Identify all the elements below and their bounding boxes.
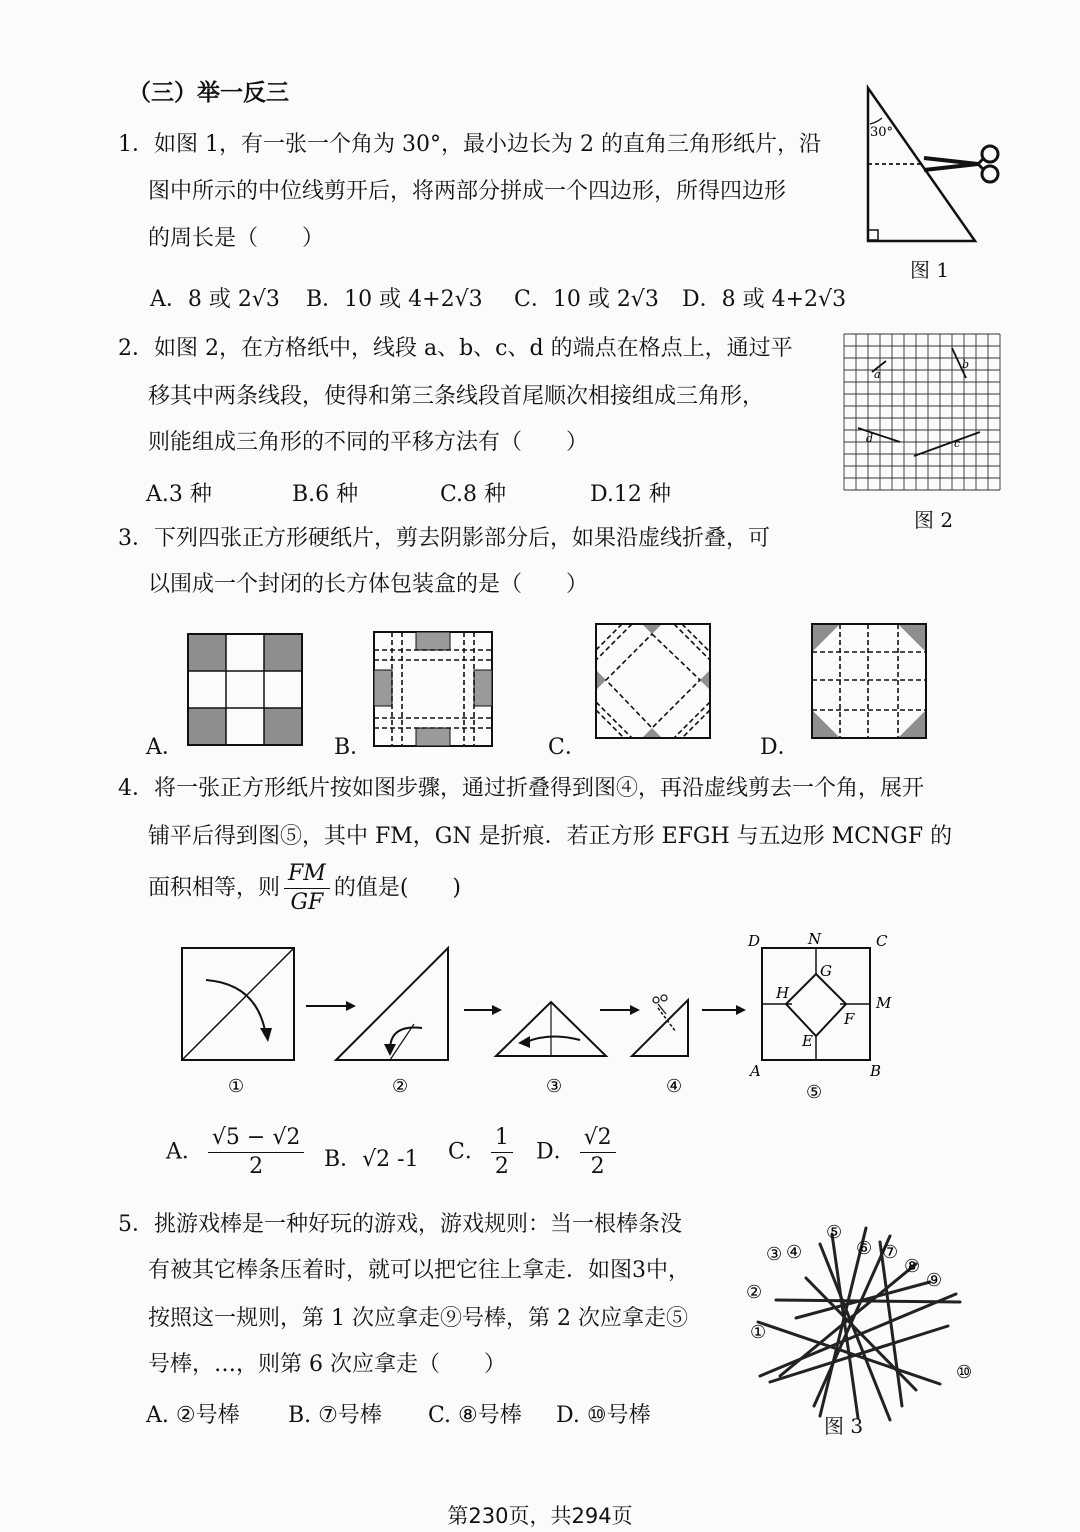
q4-line-3-post: 的值是( ) [333,875,461,901]
q4-option-a [166,1124,308,1181]
q4-option-d-label: D． [536,1139,576,1165]
figure-2-label: 图 2 [914,508,954,532]
q3-option-b: B． [334,735,373,760]
q3-figure-b [372,630,494,750]
q4-option-d-numerator: √2 [580,1124,616,1153]
q3-line-1: 3．下列四张正方形硬纸片，剪去阴影部分后，如果沿虚线折叠，可 [118,526,770,551]
q4-option-c-label: C． [448,1139,487,1165]
fold-step-4 [632,995,688,1056]
q1-line-1: 1．如图 1，有一张一个角为 30°，最小边长为 2 的直角三角形纸片，沿 [118,132,821,157]
q1-option-a: A．8 或 2√3 [150,287,280,312]
q4-option-a-fraction [208,1124,304,1181]
q3-option-c: C． [548,735,587,760]
q2-option-d: D.12 种 [590,482,671,507]
q2-option-c: C.8 种 [440,482,507,507]
arrow-right-icon [464,1005,502,1015]
arrow-right-icon [702,1005,746,1015]
q5-line-1: 5．挑游戏棒是一种好玩的游戏，游戏规则：当一根棒条没 [118,1212,682,1237]
point-c: C [876,932,888,950]
stick-label-9: ⑨ [926,1270,943,1291]
figure-3-label: 图 3 [824,1414,864,1438]
q3-option-a: A． [146,735,184,760]
q4-option-c-denominator: 2 [494,1154,509,1179]
fold-step-5-label: ⑤ [806,1082,823,1103]
q3-line-2: 以围成一个封闭的长方体包装盒的是（ ） [148,572,589,597]
figure-2-grid [842,332,1002,494]
figure-1-triangle [860,84,1010,254]
q2-line-3: 则能组成三角形的不同的平移方法有（ ） [148,430,589,455]
q3-option-d: D． [760,735,800,760]
q1-option-b: B．10 或 4+2√3 [306,287,483,312]
q5-option-b: B. ⑦号棒 [288,1403,382,1428]
stick-label-2: ② [746,1282,763,1303]
arrow-right-icon [600,1005,640,1015]
q4-line-2: 铺平后得到图⑤，其中 FM，GN 是折痕．若正方形 EFGH 与五边形 MCNGF 的 [148,824,953,849]
point-a: A [750,1062,761,1080]
fold-step-4-label: ④ [666,1076,683,1097]
q3-figure-c [594,622,714,742]
q4-option-c-fraction [491,1124,513,1181]
q4-ratio-denominator: GF [290,890,324,915]
scissors-icon [653,995,667,1014]
q4-option-d [536,1124,620,1181]
stick-label-7: ⑦ [882,1242,899,1263]
stick-label-10: ⑩ [956,1362,973,1383]
q4-option-c-numerator: 1 [491,1124,513,1153]
figure-3-sticks [740,1206,980,1436]
q1-option-d: D．8 或 4+2√3 [682,287,847,312]
section-title: （三）举一反三 [128,79,289,106]
q4-line-3 [148,860,461,917]
q4-option-a-denominator: 2 [249,1154,264,1179]
q5-option-d: D. ⑩号棒 [556,1403,651,1428]
q5-option-a: A. ②号棒 [146,1403,240,1428]
q1-option-c: C．10 或 2√3 [514,287,659,312]
point-e: E [802,1032,813,1050]
point-b: B [870,1062,882,1080]
q2-option-b: B.6 种 [292,482,359,507]
stick-label-1: ① [750,1322,767,1343]
point-g: G [820,962,832,980]
point-m: M [876,994,892,1012]
point-f: F [844,1010,855,1028]
q4-ratio-numerator: FM [284,860,330,889]
q4-line-1: 4．将一张正方形纸片按如图步骤，通过折叠得到图④，再沿虚线剪去一个角，展开 [118,776,924,801]
q4-ratio-fraction [284,860,330,917]
q4-option-d-denominator: 2 [590,1154,605,1179]
q5-line-2: 有被其它棒条压着时，就可以把它往上拿走．如图3中， [148,1258,690,1283]
stick-label-3: ③ [766,1244,783,1265]
fold-step-5 [762,948,870,1060]
q5-line-3: 按照这一规则，第 1 次应拿走⑨号棒，第 2 次应拿走⑤ [148,1306,688,1331]
q4-option-b: B．√2 -1 [324,1147,419,1172]
q4-option-c [448,1124,517,1181]
q2-option-a: A.3 种 [146,482,212,507]
q4-fold-steps [170,924,910,1104]
fold-step-2-label: ② [392,1076,409,1097]
q4-line-3-pre: 面积相等，则 [148,875,281,901]
q3-figure-d [810,622,930,742]
stick-label-6: ⑥ [856,1238,873,1259]
q4-option-a-numerator: √5 − √2 [208,1124,304,1153]
arrow-right-icon [306,1001,356,1011]
fold-step-3-label: ③ [546,1076,563,1097]
point-h: H [776,984,790,1002]
point-n: N [808,930,822,948]
q5-line-4: 号棒，…，则第 6 次应拿走（ ） [148,1352,506,1377]
q5-option-c: C. ⑧号棒 [428,1403,522,1428]
figure-1-label: 图 1 [910,258,950,282]
figure-1-angle-label: 30° [870,125,894,140]
stick-label-8: ⑧ [904,1256,921,1277]
point-d: D [748,932,761,950]
fold-step-3 [496,1002,606,1056]
fold-step-1-label: ① [228,1076,245,1097]
q1-line-2: 图中所示的中位线剪开后，将两部分拼成一个四边形，所得四边形 [148,179,787,204]
segment-c [914,432,980,456]
q2-line-1: 2．如图 2，在方格纸中，线段 a、b、c、d 的端点在格点上，通过平 [118,336,793,361]
stick-label-4: ④ [786,1242,803,1263]
q3-figure-a [186,632,306,748]
segment-d-label: d [866,432,874,445]
q1-line-3: 的周长是（ ） [148,226,325,251]
fold-step-2 [336,948,448,1060]
fold-step-1 [182,948,294,1060]
segment-c-label: c [954,437,961,450]
q4-option-d-fraction [580,1124,616,1181]
q4-option-a-label: A． [166,1139,204,1165]
scissors-icon [924,146,998,182]
segment-b-label: b [962,358,970,371]
stick-label-5: ⑤ [826,1222,843,1243]
q2-line-2: 移其中两条线段，使得和第三条线段首尾顺次相接组成三角形， [148,384,765,409]
segment-a-label: a [874,368,881,381]
page-footer: 第230页，共294页 [447,1504,633,1528]
